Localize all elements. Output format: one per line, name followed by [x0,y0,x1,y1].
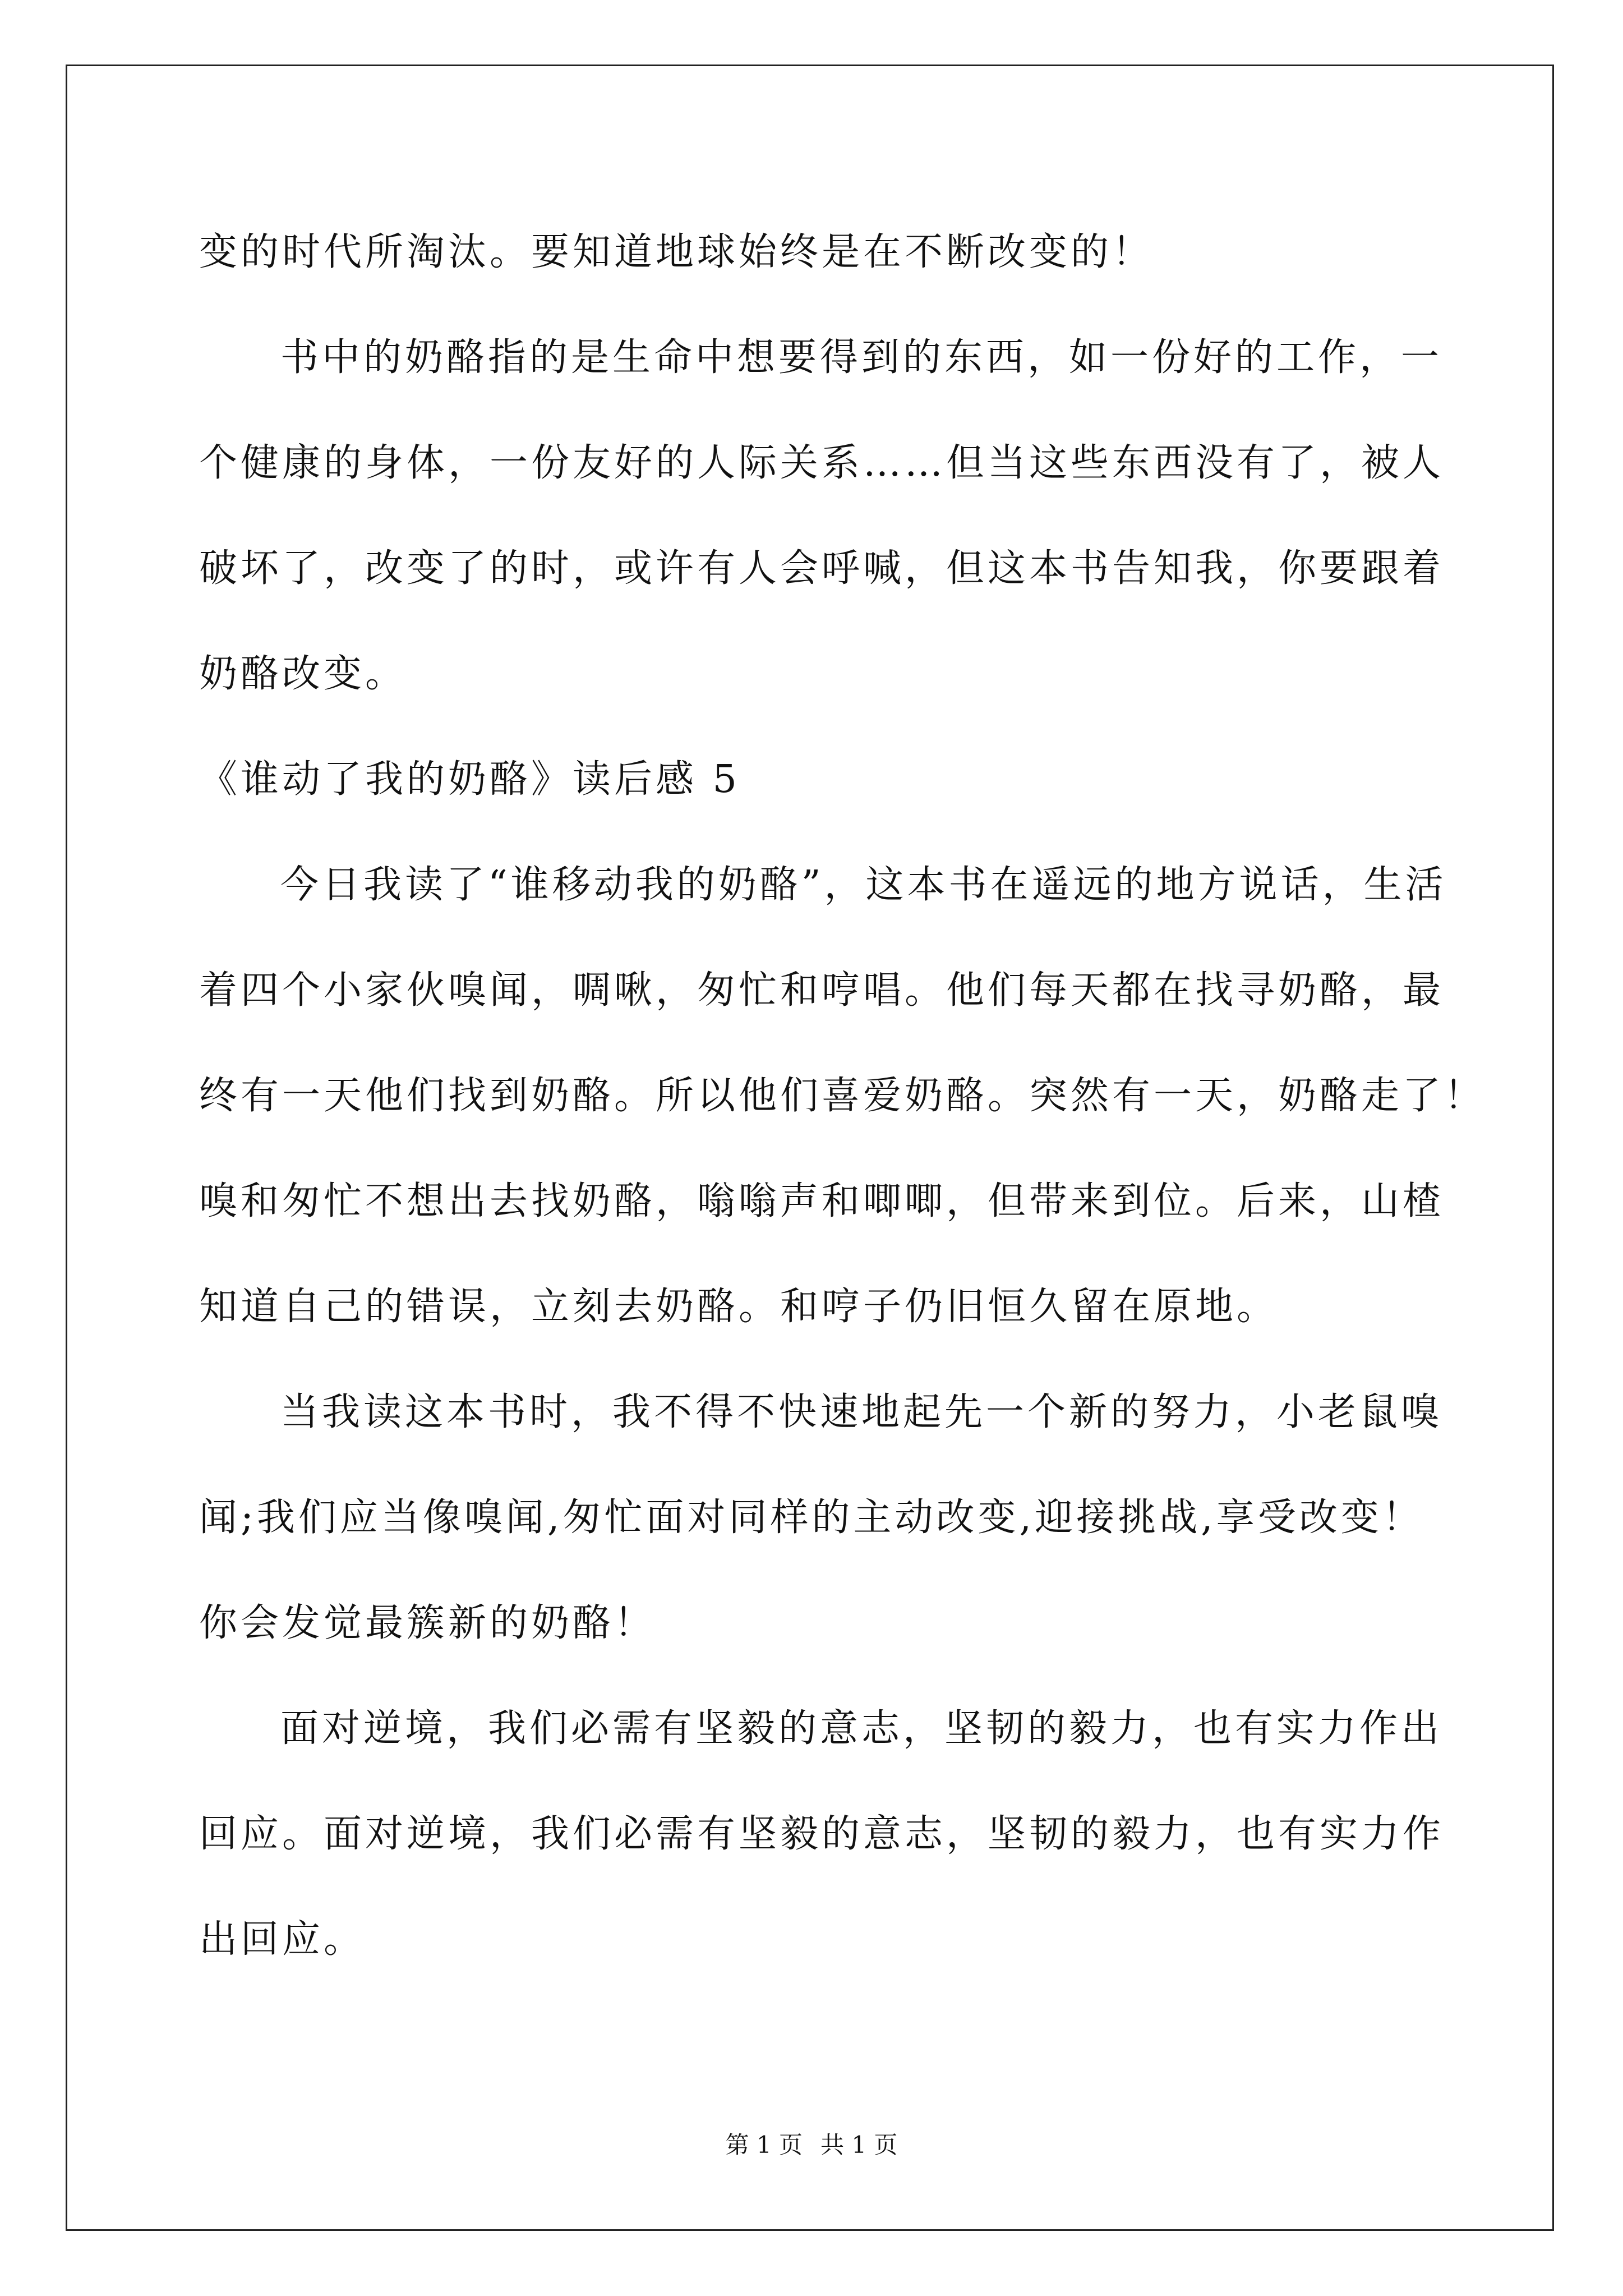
paragraph-line: 书中的奶酪指的是生命中想要得到的东西，如一份好的工作，一 [280,335,1443,380]
page-footer [0,2133,1623,2157]
paragraph-line: 出回应。 [199,1917,366,1962]
paragraph-line: 破坏了，改变了的时，或许有人会呼喊，但这本书告知我，你要跟着 [199,546,1445,591]
page-number: 第 1 页 [725,2131,803,2159]
paragraph-line: 当我读这本书时，我不得不快速地起先一个新的努力，小老鼠嗅 [280,1390,1443,1434]
paragraph-line: 知道自己的错误，立刻去奶酪。和哼子仍旧恒久留在原地。 [199,1285,1279,1329]
paragraph-line: 变的时代所淘汰。要知道地球始终是在不断改变的！ [199,230,1154,274]
paragraph-line: 闻;我们应当像嗅闻,匆忙面对同样的主动改变,迎接挑战,享受改变！ [199,1496,1424,1540]
paragraph-line: 面对逆境，我们必需有坚毅的意志，坚韧的毅力，也有实力作出 [280,1706,1443,1751]
page-border [66,65,1554,2231]
paragraph-line: 你会发觉最簇新的奶酪！ [199,1601,656,1645]
paragraph-line: 终有一天他们找到奶酪。所以他们喜爱奶酪。突然有一天，奶酪走了！ [199,1074,1486,1118]
paragraph-line: 个健康的身体，一份友好的人际关系……但当这些东西没有了，被人 [199,441,1445,485]
page-total: 共 1 页 [820,2131,898,2159]
paragraph-line: 嗅和匆忙不想出去找奶酪，嗡嗡声和唧唧，但带来到位。后来，山楂 [199,1179,1445,1223]
paragraph-line: 奶酪改变。 [199,652,407,696]
paragraph-line: 今日我读了“谁移动我的奶酪”，这本书在遥远的地方说话，生活 [280,863,1447,907]
paragraph-line: 着四个小家伙嗅闻，啁啾，匆忙和哼唱。他们每天都在找寻奶酪，最 [199,968,1445,1013]
paragraph-line: 回应。面对逆境，我们必需有坚毅的意志，坚韧的毅力，也有实力作 [199,1812,1445,1856]
section-heading: 《谁动了我的奶酪》读后感 5 [199,757,740,802]
